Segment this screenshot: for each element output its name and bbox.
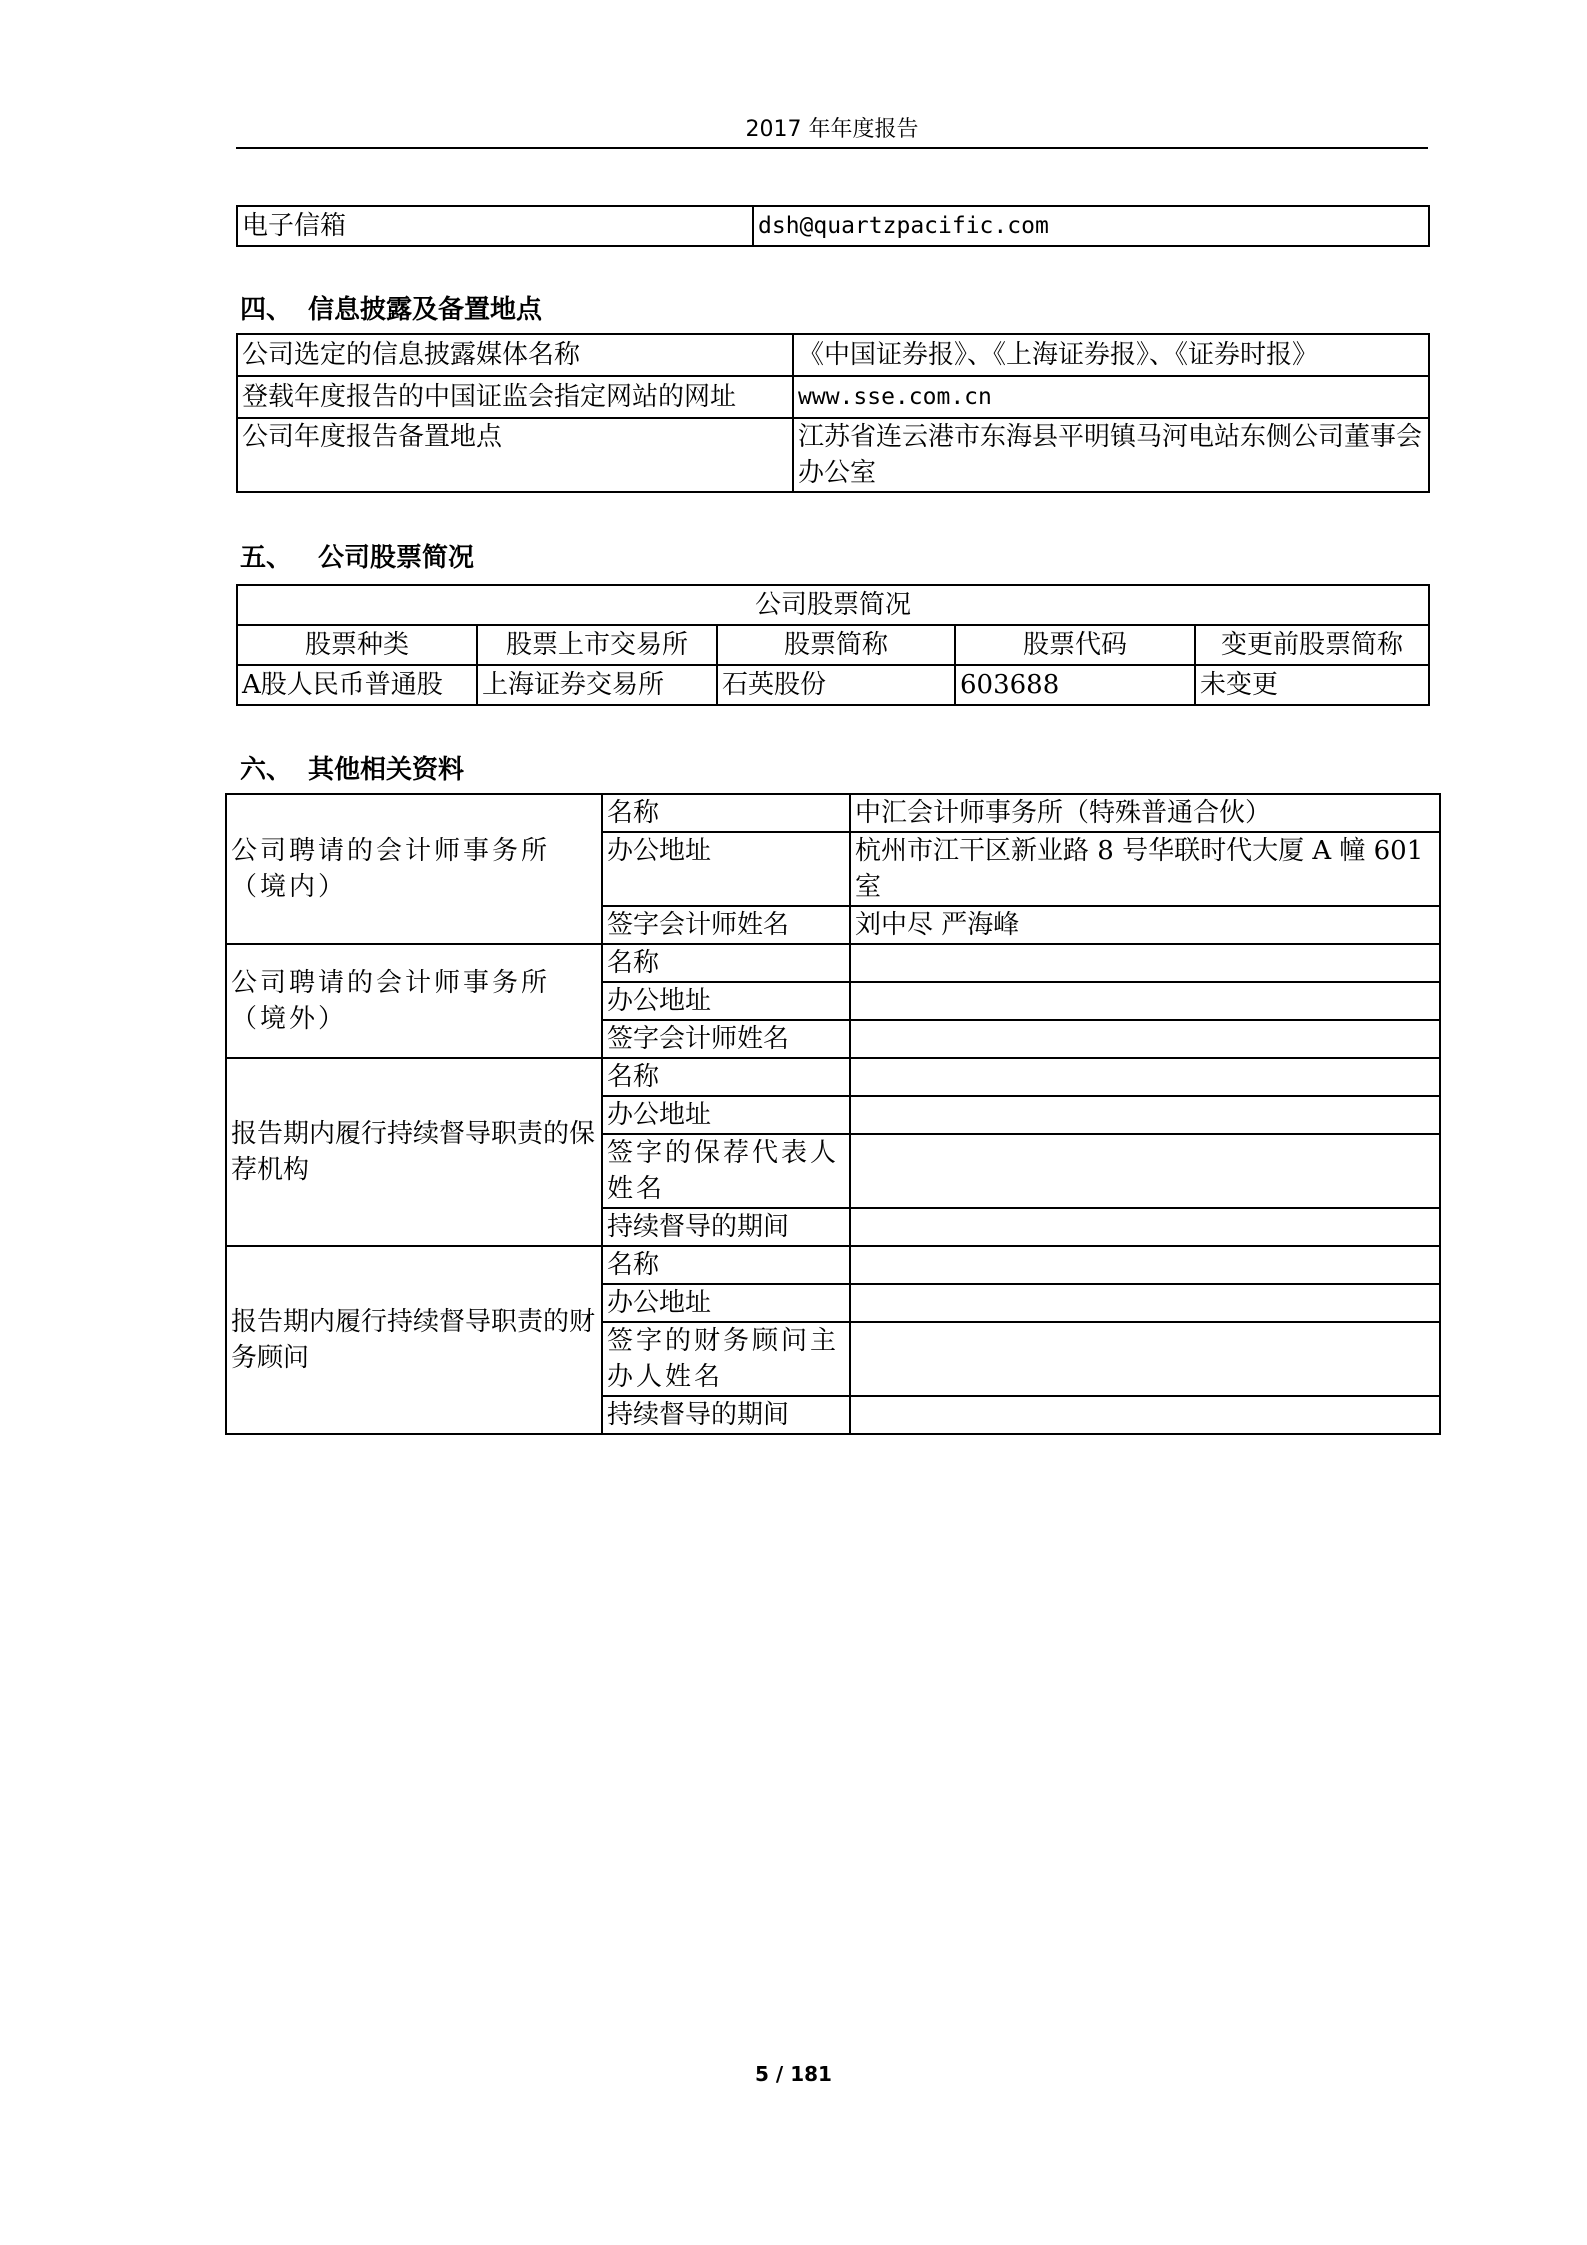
stock-header-short-name: 股票简称 bbox=[717, 625, 955, 665]
item-field: 办公地址 bbox=[602, 1096, 850, 1134]
header-divider bbox=[236, 147, 1428, 149]
page-header: 2017 年年度报告 bbox=[745, 117, 919, 142]
group-financial-advisor-label: 报告期内履行持续督导职责的财务顾问 bbox=[226, 1246, 602, 1434]
disclosure-media-label: 公司选定的信息披露媒体名称 bbox=[237, 334, 793, 376]
item-field: 办公地址 bbox=[602, 832, 850, 906]
item-value bbox=[850, 1246, 1440, 1284]
item-value bbox=[850, 1020, 1440, 1058]
stock-cell-type: A股人民币普通股 bbox=[237, 665, 477, 705]
stock-cell-code: 603688 bbox=[955, 665, 1195, 705]
item-value bbox=[850, 1208, 1440, 1246]
stock-table-caption: 公司股票简况 bbox=[237, 585, 1429, 625]
item-field: 办公地址 bbox=[602, 982, 850, 1020]
item-field: 签字的保荐代表人姓名 bbox=[602, 1134, 850, 1208]
disclosure-media-value: 《中国证券报》、《上海证券报》、《证券时报》 bbox=[793, 334, 1429, 376]
section5-heading: 公司股票简况 bbox=[318, 543, 475, 573]
item-field: 签字的财务顾问主办人姓名 bbox=[602, 1322, 850, 1396]
page-number: 5 / 181 bbox=[755, 2062, 832, 2086]
item-value bbox=[850, 1322, 1440, 1396]
section4-title bbox=[240, 292, 542, 328]
stock-cell-previous-name: 未变更 bbox=[1195, 665, 1429, 705]
section5-title bbox=[240, 540, 474, 576]
disclosure-table bbox=[236, 333, 1430, 493]
email-label: 电子信箱 bbox=[237, 206, 753, 246]
item-value bbox=[850, 1096, 1440, 1134]
stock-table bbox=[236, 584, 1430, 706]
stock-header-type: 股票种类 bbox=[237, 625, 477, 665]
item-value bbox=[850, 1058, 1440, 1096]
item-value: 杭州市江干区新业路 8 号华联时代大厦 A 幢 601 室 bbox=[850, 832, 1440, 906]
item-value bbox=[850, 982, 1440, 1020]
item-field: 持续督导的期间 bbox=[602, 1396, 850, 1434]
section5-number: 五、 bbox=[240, 543, 293, 573]
item-field: 名称 bbox=[602, 944, 850, 982]
item-field: 名称 bbox=[602, 1246, 850, 1284]
item-field: 名称 bbox=[602, 794, 850, 832]
item-field: 签字会计师姓名 bbox=[602, 1020, 850, 1058]
section6-heading: 其他相关资料 bbox=[308, 755, 465, 785]
section6-title bbox=[240, 752, 464, 788]
item-field: 办公地址 bbox=[602, 1284, 850, 1322]
section4-number: 四、 bbox=[240, 295, 293, 325]
group-sponsor-label: 报告期内履行持续督导职责的保荐机构 bbox=[226, 1058, 602, 1246]
item-value bbox=[850, 1134, 1440, 1208]
item-field: 签字会计师姓名 bbox=[602, 906, 850, 944]
stock-header-code: 股票代码 bbox=[955, 625, 1195, 665]
section4-heading: 信息披露及备置地点 bbox=[308, 295, 543, 325]
item-value: 刘中尽 严海峰 bbox=[850, 906, 1440, 944]
group-domestic-auditor-label: 公司聘请的会计师事务所（境内） bbox=[226, 794, 602, 944]
disclosure-location-value: 江苏省连云港市东海县平明镇马河电站东侧公司董事会办公室 bbox=[793, 418, 1429, 492]
email-table bbox=[236, 205, 1430, 247]
item-field: 名称 bbox=[602, 1058, 850, 1096]
stock-cell-exchange: 上海证券交易所 bbox=[477, 665, 717, 705]
related-info-table bbox=[225, 793, 1441, 1435]
disclosure-website-value: www.sse.com.cn bbox=[793, 376, 1429, 418]
item-value bbox=[850, 1396, 1440, 1434]
stock-header-exchange: 股票上市交易所 bbox=[477, 625, 717, 665]
email-value: dsh@quartzpacific.com bbox=[753, 206, 1429, 246]
disclosure-website-label: 登载年度报告的中国证监会指定网站的网址 bbox=[237, 376, 793, 418]
section6-number: 六、 bbox=[240, 755, 293, 785]
group-overseas-auditor-label: 公司聘请的会计师事务所（境外） bbox=[226, 944, 602, 1058]
item-value bbox=[850, 944, 1440, 982]
item-field: 持续督导的期间 bbox=[602, 1208, 850, 1246]
disclosure-location-label: 公司年度报告备置地点 bbox=[237, 418, 793, 492]
item-value: 中汇会计师事务所（特殊普通合伙） bbox=[850, 794, 1440, 832]
stock-cell-short-name: 石英股份 bbox=[717, 665, 955, 705]
item-value bbox=[850, 1284, 1440, 1322]
stock-header-previous-name: 变更前股票简称 bbox=[1195, 625, 1429, 665]
